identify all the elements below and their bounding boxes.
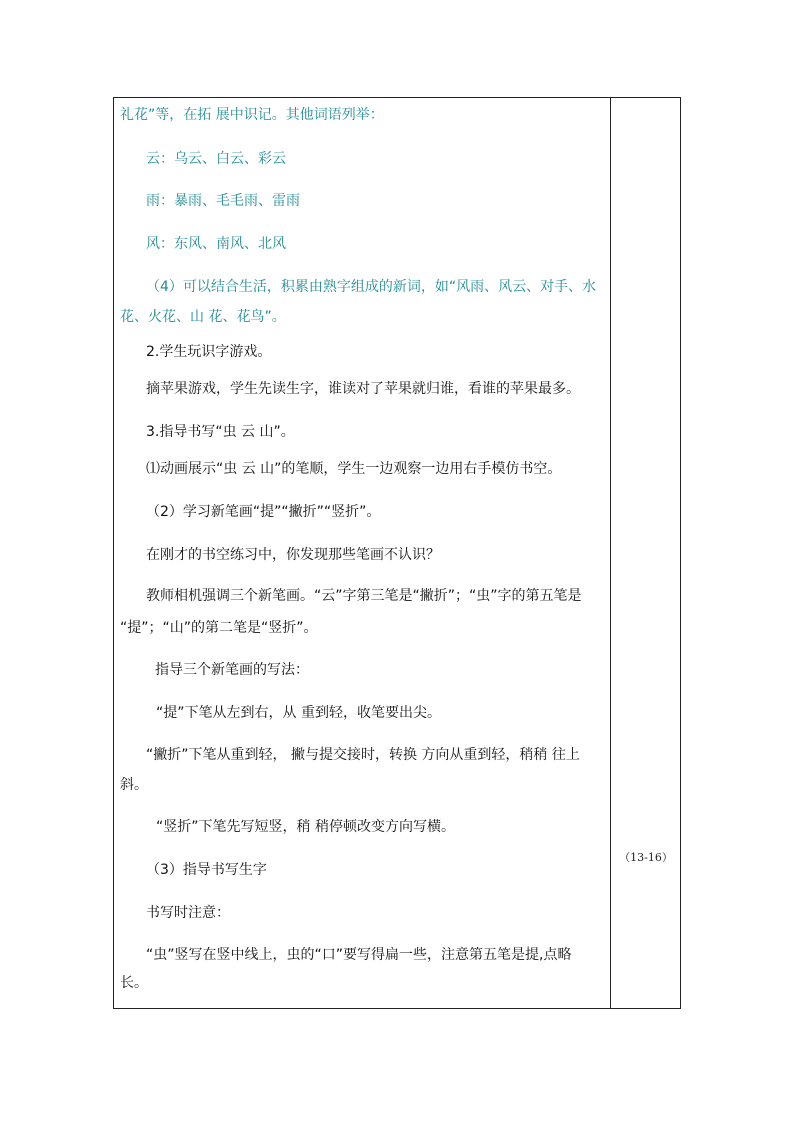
text-line-7: 2.学生玩识字游戏。 xyxy=(146,344,272,360)
text-line-4: 风：东风、南风、北风 xyxy=(146,236,286,252)
text-line-15: 指导三个新笔画的写法： xyxy=(155,662,309,678)
text-line-14: “提”；“山”的第二笔是“竖折”。 xyxy=(120,620,318,636)
text-line-13: 教师相机强调三个新笔画。“云”字第三笔是“撇折”；“虫”字的第五笔是 xyxy=(146,588,582,604)
text-line-3: 雨：暴雨、毛毛雨、雷雨 xyxy=(146,193,300,209)
text-line-2: 云：乌云、白云、彩云 xyxy=(146,151,286,167)
text-line-5: （4）可以结合生活，积累由熟字组成的新词，如“风雨、风云、对手、水 xyxy=(146,279,597,295)
text-line-20: （3）指导书写生字 xyxy=(146,862,267,878)
text-line-16: “提”下笔从左到右，从 重到轻，收笔要出尖。 xyxy=(156,705,441,721)
page-range-note: （13-16） xyxy=(619,851,673,864)
text-line-9: 3.指导书写“虫 云 山”。 xyxy=(146,424,295,440)
text-line-18: 斜。 xyxy=(120,777,148,793)
text-line-10: ⑴动画展示“虫 云 山”的笔顺，学生一边观察一边用右手模仿书空。 xyxy=(146,461,562,477)
text-line-6: 花、火花、山 花、花鸟”。 xyxy=(120,309,286,325)
text-line-11: （2）学习新笔画“提”“撇折”“竖折”。 xyxy=(146,504,381,520)
text-line-19: “竖折”下笔先写短竖，稍 稍停顿改变方向写横。 xyxy=(156,819,455,835)
text-line-1: 礼花”等，在拓 展中识记。其他词语列举： xyxy=(120,107,384,123)
text-line-21: 书写时注意： xyxy=(146,905,230,921)
text-line-22: “虫”竖写在竖中线上，虫的“口”要写得扁一些，注意第五笔是提,点略 xyxy=(146,947,572,963)
text-line-12: 在刚才的书空练习中，你发现那些笔画不认识？ xyxy=(146,547,440,563)
text-line-23: 长。 xyxy=(120,975,148,991)
text-line-17: “撇折”下笔从重到轻， 撇与提交接时，转换 方向从重到轻，稍稍 往上 xyxy=(146,747,580,763)
text-line-8: 摘苹果游戏，学生先读生字，谁读对了苹果就归谁，看谁的苹果最多。 xyxy=(146,381,580,397)
